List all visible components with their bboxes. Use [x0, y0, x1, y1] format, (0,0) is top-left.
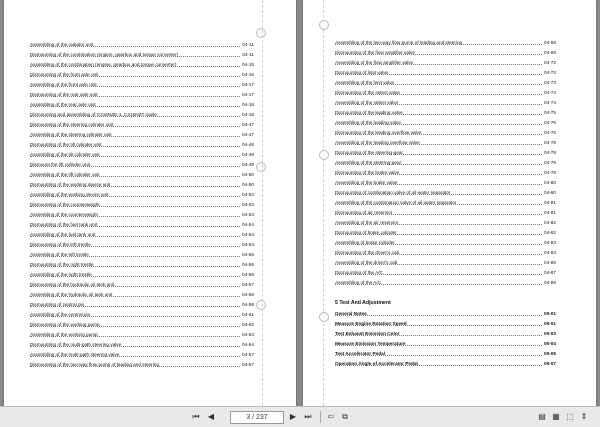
toc-entry-page: 04-63	[242, 332, 254, 337]
toc-entry-title: Assembling of the front axle unit	[30, 82, 97, 87]
toc-entry-title: Dismounting of brake cylinder	[335, 230, 397, 235]
toc-entry-title: Dismounting of limit valve	[335, 70, 389, 75]
toc-entry-title: Assembling of the flow amplifier valve	[335, 60, 414, 65]
punch-hole	[319, 150, 329, 160]
document-page-left	[4, 0, 296, 406]
toc-entry[interactable]	[335, 48, 556, 58]
toc-entry-title: Assembling of the steering cylinder unit	[30, 132, 112, 137]
toc-entry-page: 04-76	[544, 130, 556, 135]
toc-entry[interactable]	[335, 98, 556, 108]
toc-entry-title: Assembling of the limit valve	[335, 80, 395, 85]
toc-entry-page: 04-17	[242, 92, 254, 97]
toc-entry-title: Assembling of the tilt cylinder unit	[30, 152, 100, 157]
toc-entry-page: 04-81	[544, 200, 556, 205]
toc-entry-title: Dismounting of the tilt cylinder unit	[30, 142, 102, 147]
toc-entry-page: 04-82	[544, 220, 556, 225]
toc-entry-page: 04-76	[544, 120, 556, 125]
toc-entry[interactable]	[335, 178, 556, 188]
toc-entry[interactable]	[30, 150, 254, 160]
toc-entry-title: Measure Emission Temperature	[335, 341, 406, 346]
toc-entry-page: 04-57	[242, 282, 254, 287]
toc-entry-title: Dismounting of central pin	[30, 302, 85, 307]
toc-entry[interactable]	[30, 120, 254, 130]
toc-entry[interactable]	[335, 118, 556, 128]
toc-entry-title: Dismounting of air reservior	[335, 210, 393, 215]
toc-entry[interactable]	[30, 360, 254, 370]
toc-entry-page: 04-84	[544, 250, 556, 255]
toc-entry[interactable]	[30, 350, 254, 360]
toc-entry[interactable]	[30, 160, 254, 170]
toc-entry[interactable]	[335, 198, 556, 208]
toc-entry[interactable]	[335, 319, 556, 329]
toc-entry-page: 04-47	[242, 132, 254, 137]
toc-entry-title: Dismounting of the two-way flow pump of leading and steering	[30, 362, 159, 367]
toc-entry-title: Assembling of the select valve	[335, 100, 399, 105]
toc-entry[interactable]	[335, 258, 556, 268]
toc-entry-page: 04-75	[544, 110, 556, 115]
toc-entry[interactable]	[335, 128, 556, 138]
page-number-input[interactable]: 3 / 237	[230, 411, 284, 424]
toc-entry-title: Dismounting of the counterweight	[30, 202, 100, 207]
toc-entry-title: Assembling of the air reservior	[335, 220, 399, 225]
toc-entry-page: 04-72	[544, 60, 556, 65]
toc-entry-title: Dismounting of the leading overflow valve	[335, 130, 422, 135]
toc-entry-page: 04-83	[544, 240, 556, 245]
toc-entry[interactable]	[30, 130, 254, 140]
toc-entry-title: Dismounting of the leading valve	[335, 110, 403, 115]
toc-entry[interactable]	[335, 108, 556, 118]
toc-entry-title: Dismounting of the A/C	[335, 270, 383, 275]
toc-entry-title: Assembling of the brake valve	[335, 180, 398, 185]
punch-hole	[256, 162, 266, 172]
document-page-right	[303, 0, 596, 406]
toc-entry-title: Dismounting of the hydraulic oil tank unit	[30, 282, 115, 287]
punch-hole	[256, 28, 266, 38]
toc-entry[interactable]	[30, 260, 254, 270]
toc-entry-page: 04-80	[544, 190, 556, 195]
toc-entry-title: Dismounting of the steering cylinder unit	[30, 122, 114, 127]
toc-entry-title: Operation Angle of Accelerator Pedal	[335, 361, 418, 366]
page-margin-line	[323, 0, 324, 406]
toc-entry-title: Dismount the lift cylinder unit	[30, 162, 90, 167]
toc-entry[interactable]	[30, 180, 254, 190]
toc-entry-page: 04-61	[242, 312, 254, 317]
toc-entry[interactable]	[30, 40, 254, 50]
toc-entry-page: 04-79	[544, 170, 556, 175]
toc-entry-title: Assembling of the two-way flow pump of leading and steering	[335, 40, 463, 45]
toc-entry-title: Assembling of the hydraulic oil tank unit	[30, 292, 113, 297]
table-of-contents	[30, 40, 254, 370]
toc-entry-page: 04-62	[242, 322, 254, 327]
table-of-contents	[335, 38, 556, 369]
toc-entry-page: 04-16	[242, 72, 254, 77]
toc-entry-title: Dismounting of the select valve	[335, 90, 400, 95]
toc-entry-page: 05-01	[544, 311, 556, 316]
toc-entry-page: 04-18	[242, 102, 254, 107]
toc-entry-title: Assembling of the left trestle	[30, 252, 89, 257]
toc-entry[interactable]	[30, 190, 254, 200]
toc-entry[interactable]	[335, 188, 556, 198]
toc-entry-title: Dismounting of the multi-path steering valve	[30, 342, 122, 347]
toc-entry-page: 05-07	[544, 361, 556, 366]
toc-entry[interactable]	[335, 208, 556, 218]
toc-entry-page: 04-69	[544, 50, 556, 55]
toc-entry[interactable]	[30, 280, 254, 290]
toc-entry-page: 04-56	[242, 272, 254, 277]
section-heading: 5 Test And Adjustment	[335, 300, 391, 306]
toc-entry[interactable]	[30, 50, 254, 60]
toc-entry-page: 04-49	[242, 162, 254, 167]
toc-entry-title: Dismounting and assembling of C216NZE-1, C216NZT-1axle	[30, 112, 157, 117]
toc-entry-title: Dismounting of the fuel tank unit	[30, 222, 97, 227]
toc-entry[interactable]	[335, 218, 556, 228]
toc-entry[interactable]	[335, 329, 556, 339]
scroll-icon[interactable]: ⇕	[580, 412, 588, 421]
page-margin-line	[262, 0, 263, 406]
toc-entry-page: 04-18	[242, 112, 254, 117]
toc-entry-page: 04-48	[242, 142, 254, 147]
toc-entry-title: Assembling of the multi-path steering valve	[30, 352, 120, 357]
toc-entry-page: 04-17	[242, 82, 254, 87]
toc-entry-title: Dismounting of the working device unit	[30, 182, 111, 187]
toc-entry-title: Assembling of the right trestle	[30, 272, 92, 277]
toc-entry-page: 04-53	[242, 212, 254, 217]
toc-entry[interactable]	[335, 339, 556, 349]
toc-entry-page: 04-82	[544, 230, 556, 235]
toc-entry-title: Measure Engine Rotation Speed	[335, 321, 407, 326]
toc-entry-page: 04-58	[242, 292, 254, 297]
toc-entry-page: 04-50	[242, 182, 254, 187]
toc-entry[interactable]	[30, 340, 254, 350]
toc-entry-title: Assembling of the leading valve	[335, 120, 401, 125]
toc-entry[interactable]	[30, 90, 254, 100]
copy-icon[interactable]: ⧉	[342, 412, 348, 421]
toc-entry-title: Assembling of the leading overflow valve	[335, 140, 420, 145]
toc-entry[interactable]	[30, 100, 254, 110]
toc-entry-title: Test Accelerator Pedal	[335, 351, 386, 356]
toc-entry[interactable]	[30, 80, 254, 90]
toc-entry-title: Assembling of the working device unit	[30, 192, 109, 197]
toc-entry-page: 04-78	[544, 150, 556, 155]
toc-entry-page: 04-87	[544, 270, 556, 275]
toc-entry-title: Assembling of the steering-gear	[335, 160, 402, 165]
toc-entry[interactable]	[30, 290, 254, 300]
toc-entry-page: 04-85	[544, 260, 556, 265]
page-layout-icon[interactable]: ▦	[552, 412, 560, 421]
toc-entry-title: General Notes	[335, 311, 367, 316]
toc-entry-title: Assembling of the central pin	[30, 312, 91, 317]
toc-entry-page: 04-67	[242, 352, 254, 357]
toc-entry-page: 04-89	[544, 280, 556, 285]
toc-entry-title: Dismounting of the front axle unit	[30, 72, 99, 77]
toc-entry[interactable]	[30, 250, 254, 260]
toc-entry-page: 04-53	[242, 192, 254, 197]
toc-entry-page: 04-74	[544, 90, 556, 95]
toc-entry[interactable]	[30, 200, 254, 210]
toc-entry-title: Assembling of brake cylinder	[335, 240, 395, 245]
toc-entry-title: Assembling of the rear axle unit	[30, 102, 96, 107]
toc-entry-page: 04-47	[242, 122, 254, 127]
toolbar-separator	[320, 411, 321, 423]
toc-entry-title: Assembling of the radiator unit	[30, 42, 94, 47]
toc-entry-page: 04-64	[242, 342, 254, 347]
last-page-icon[interactable]: ⏭	[304, 412, 312, 421]
toc-entry-title: Dismounting of combination valve of oil-water separator	[335, 190, 451, 195]
toc-entry-title: Assembling of the combination valve of oil-water separator	[335, 200, 457, 205]
spacer	[335, 288, 556, 298]
toc-entry-page: 04-55	[242, 252, 254, 257]
toc-entry[interactable]	[30, 300, 254, 310]
toc-entry-title: Assembling of the driver's cab	[335, 260, 398, 265]
toc-entry-page: 04-72	[544, 70, 556, 75]
toc-entry-page: 04-49	[242, 152, 254, 157]
toc-entry[interactable]	[335, 168, 556, 178]
toc-entry-page: 04-54	[242, 242, 254, 247]
toc-entry-page: 04-79	[544, 160, 556, 165]
sidebar-icon[interactable]: ▤	[538, 412, 546, 421]
toc-entry-page: 04-67	[242, 362, 254, 367]
toc-entry[interactable]	[335, 158, 556, 168]
toc-entry-page: 05-04	[544, 341, 556, 346]
toc-entry-title: Dismounting of the combination (engine, gearbox and torque converter)	[30, 52, 179, 57]
toc-entry-title: Dismounting of the left trestle	[30, 242, 91, 247]
toc-entry-title: Assembling of the A/C	[335, 280, 382, 285]
toc-entry[interactable]	[30, 140, 254, 150]
toc-entry-page: 04-74	[544, 100, 556, 105]
toc-entry[interactable]	[335, 88, 556, 98]
toc-entry-page: 04-68	[544, 40, 556, 45]
toc-entry[interactable]	[335, 268, 556, 278]
next-page-icon[interactable]: ▶	[289, 412, 297, 421]
toc-entry[interactable]	[30, 70, 254, 80]
toc-entry-title: Assembling of the working pump	[30, 332, 98, 337]
toc-entry[interactable]	[30, 110, 254, 120]
toc-entry[interactable]	[335, 309, 556, 319]
toc-entry-page: 05-01	[544, 321, 556, 326]
toc-entry-title: Dismounting of the steering-gear	[335, 150, 404, 155]
toc-entry-page: 04-54	[242, 222, 254, 227]
toc-entry[interactable]	[335, 359, 556, 369]
toc-entry-title: Dismounting of the rear axle unit	[30, 92, 98, 97]
toc-entry-page: 04-55	[242, 262, 254, 267]
toc-entry-title: Assembling of the fuel tank unit	[30, 232, 96, 237]
toc-entry-title: Assembling of the lift cylinder unit	[30, 172, 100, 177]
punch-hole	[256, 300, 266, 310]
toc-entry-title: Assembling of the counterweight	[30, 212, 98, 217]
toc-entry[interactable]	[335, 278, 556, 288]
toc-entry-title: Assembling of the combination (engine, gearbox and torque converter)	[30, 62, 177, 67]
toc-entry-title: Test Exhaust Emission Color	[335, 331, 400, 336]
toc-entry-page: 04-73	[544, 80, 556, 85]
pdf-viewer-toolbar	[0, 406, 600, 427]
toc-entry[interactable]	[335, 248, 556, 258]
toc-entry-title: Dismounting of the flow amplifier valve	[335, 50, 415, 55]
toc-entry[interactable]	[30, 60, 254, 70]
toc-entry[interactable]	[30, 320, 254, 330]
toc-entry[interactable]	[335, 238, 556, 248]
toc-entry-page: 04-53	[242, 202, 254, 207]
toc-entry[interactable]	[30, 310, 254, 320]
toc-entry[interactable]	[30, 220, 254, 230]
toc-entry-page: 04-78	[544, 140, 556, 145]
toc-entry-title: Dismounting of the working pump	[30, 322, 100, 327]
fit-width-icon[interactable]: ⬚	[566, 412, 574, 421]
toc-entry[interactable]	[30, 330, 254, 340]
toc-entry-page: 04-54	[242, 232, 254, 237]
toc-entry[interactable]	[30, 240, 254, 250]
toc-entry[interactable]	[30, 230, 254, 240]
toc-entry-page: 04-11	[242, 42, 254, 47]
toc-entry[interactable]	[30, 210, 254, 220]
punch-hole	[319, 20, 329, 30]
toc-entry-page: 04-80	[544, 180, 556, 185]
toc-entry-page: 04-11	[242, 52, 254, 57]
back-icon[interactable]: ⇦	[327, 412, 335, 421]
toc-entry[interactable]	[335, 38, 556, 48]
toc-entry[interactable]	[30, 270, 254, 280]
toc-entry[interactable]	[335, 138, 556, 148]
toc-entry[interactable]	[335, 78, 556, 88]
toc-entry-page: 04-81	[544, 210, 556, 215]
toc-entry[interactable]	[335, 228, 556, 238]
toc-entry[interactable]	[335, 148, 556, 158]
toc-entry[interactable]	[335, 349, 556, 359]
toc-entry-page: 04-58	[242, 302, 254, 307]
toc-entry-title: Dismounting of the driver's cab	[335, 250, 400, 255]
toc-entry[interactable]	[335, 68, 556, 78]
toc-entry[interactable]	[30, 170, 254, 180]
toc-entry-page: 04-50	[242, 172, 254, 177]
toc-entry[interactable]	[335, 58, 556, 68]
toc-entry-page: 04-15	[242, 62, 254, 67]
toc-entry-page: 05-05	[544, 351, 556, 356]
first-page-icon[interactable]: ⏮	[192, 412, 200, 421]
toc-entry-title: Dismounting of the brake valve	[335, 170, 400, 175]
punch-hole	[319, 312, 329, 322]
toc-entry-title: Dismounting of the right trestle	[30, 262, 94, 267]
previous-page-icon[interactable]: ◀	[207, 412, 215, 421]
toc-entry-page: 05-03	[544, 331, 556, 336]
